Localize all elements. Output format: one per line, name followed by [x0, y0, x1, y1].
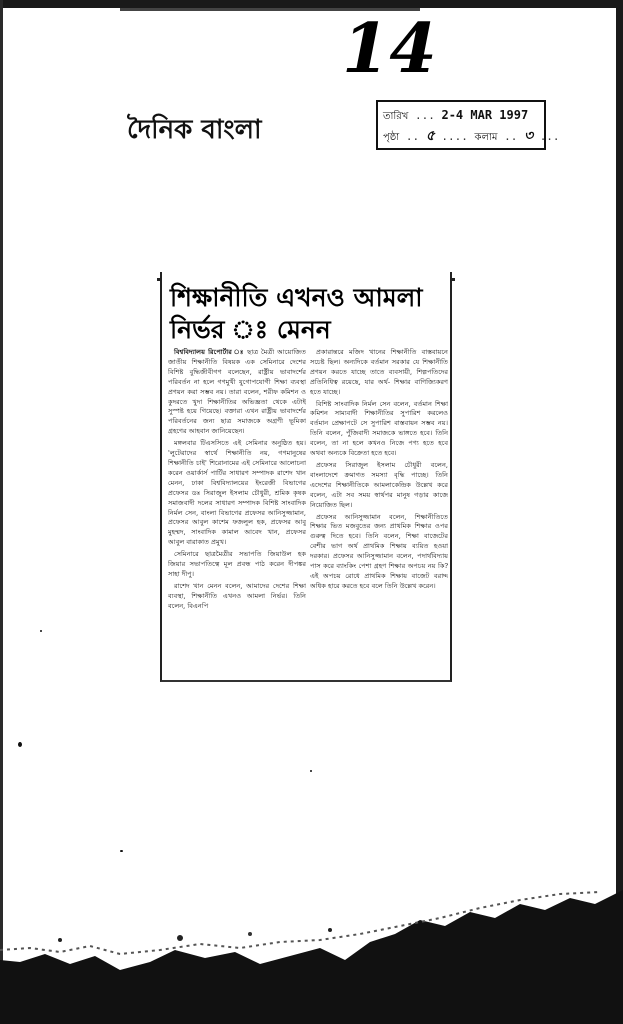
article-paragraph: প্রকারান্তরে মজিদ খানের শিক্ষানীতি বাস্তবায়নে সচেষ্ট ছিল। অন্যদিকে বর্তমান সরকার যে শিক্ষানীতি প্রণয়ন করতে যাচ্ছে তাতে ব্যবসায়ী, শিল্পপতিদের প্রতিনিধিত্ব রয়েছে, যার অর্থ- শিক্ষার বাণিজ্যিকরণ হতে যাচ্ছে। — [310, 348, 448, 396]
scan-torn-bottom-edge — [0, 890, 623, 1024]
article-column-right — [310, 348, 448, 674]
scan-speck — [120, 850, 123, 852]
archive-stamp — [376, 100, 560, 150]
article-paragraph: বিশিষ্ট সাংবাদিক নির্মল সেন বলেন, বর্তমান শিক্ষা কমিশন সাম্যবাদী শিক্ষানীতির সুপারিশ করলেও বর্তমান প্রেক্ষাপটে সে সুপারিশ বাস্তবায়ন সম্ভব নয়। তিনি বলেন, পুঁজিবাদী সমাজকে ভাঙ্গতে হবে। তিনি বলেন, তা না হলে কখনও নিজে পণ্য হতে হবে অথবা অন্যকে বিক্রেতা হতে হবে। — [310, 399, 448, 458]
article-paragraph: সেমিনারে ছাত্রমৈত্রীর সভাপতি জিয়াউল হক জিয়ার সভাপতিত্বে মূল প্রবন্ধ পাঠ করেন দীপঙ্কর সাহা দীপু। — [168, 550, 306, 578]
stamp-dots: .... — [441, 130, 468, 143]
stamp-dots: .. — [504, 130, 518, 143]
stamp-page-value: ৫ — [425, 128, 435, 144]
stamp-dots: ... — [414, 109, 435, 122]
scan-speck — [18, 742, 22, 747]
article-paragraph: প্রফেসর সিরাজুল ইসলাম চৌধুরী বলেন, বাংলাদেশে ক্রমাগত সমস্যা বৃদ্ধি পাচ্ছে। তিনি এদেশের শিক্ষানীতিকে আমলাকেন্দ্রিক উল্লেখ করে বলেন, এটা সব সময় স্বার্থপর মানুষ গড়ার কাজে নিয়োজিত ছিল। — [310, 460, 448, 509]
stamp-page-row — [383, 127, 560, 145]
article-paragraph: প্রফেসর আনিসুজ্জামান বলেন, শিক্ষানীতিতে শিক্ষার ভিত মজবুতের জন্য প্রাথমিক শিক্ষার ওপর গুরুত্ব দিতে হবে। তিনি বলেন, শিক্ষা বাজেটের বেশীর ভাগ অর্থ প্রাথমিক শিক্ষায় ব্যয়িত হওয়া দরকার। প্রফেসর আনিসুজ্জামান বলেন, পদার্থবিদ্যায় পাস করে ব্যাংকিং পেশা গ্রহণ শিক্ষার অপচয় নয় কি? এই অপচয় রোধে প্রাথমিক শিক্ষায় বাজেট বরাদ্দ অধিক হারে করতে হবে বলে তিনি উল্লেখ করেন। — [310, 512, 448, 590]
scan-speck — [40, 630, 42, 632]
scan-border-left — [0, 0, 3, 1024]
scan-border-top — [0, 0, 623, 8]
newspaper-name: দৈনিক বাংলা — [127, 115, 262, 145]
stamp-date-value: 2-4 MAR 1997 — [441, 108, 529, 122]
article-paragraph: রাশেদ খান মেনন বলেন, আমাদের দেশের শিক্ষা ব্যবস্থা, শিক্ষানীতি এখনও আমলা নির্ভর। তিনি বলেন, বিএনপি — [168, 581, 306, 610]
stamp-column-value: ৩ — [523, 128, 534, 144]
scan-border-right — [616, 0, 623, 1024]
stamp-dots: ... — [539, 130, 560, 143]
handwritten-page-number: 14 — [342, 9, 437, 89]
article-paragraph — [168, 348, 306, 437]
headline-line-2: নির্ভর ঃ মেনন — [170, 315, 331, 344]
news-clipping — [160, 272, 452, 682]
stamp-column-label: কলাম — [474, 132, 498, 143]
stamp-date-row — [383, 106, 528, 124]
article-column-left — [168, 348, 306, 674]
stamp-page-label: পৃষ্ঠা — [383, 132, 400, 143]
headline-line-1: শিক্ষানীতি এখনও আমলা — [170, 283, 423, 312]
stamp-dots: .. — [405, 130, 420, 143]
scan-speck — [310, 770, 312, 772]
article-paragraph: মঙ্গলবার টিএসসিতে এই সেমিনার অনুষ্ঠিত হয়। 'লুটেরাদের স্বার্থে শিক্ষানীতি নয়, গণমানুষের শিক্ষানীতি চাই' শিরোনামের এই সেমিনারে আলোচনা করেন ওয়ার্কার্স পার্টির সাধারণ সম্পাদক রাশেদ খান মেনন, ঢাকা বিশ্ববিদ্যালয়ের ইংরেজী বিভাগের প্রফেসর ডঃ সিরাজুল ইসলাম চৌধুরী, শ্রমিক কৃষক সমাজবাদী দলের সাধারণ সম্পাদক বিশিষ্ট সাংবাদিক নির্মল সেন, বাংলা বিভাগের প্রফেসর আনিসুজ্জামান, প্রফেসর আবুল কাশেম ফজলুল হক, প্রফেসর আবু মুহম্মদ, সাংবাদিক কামাল আবেদ খান, প্রফেসর আবুল বারাকাত প্রমুখ। — [168, 439, 306, 547]
article-headline — [170, 282, 446, 346]
stamp-date-label: তারিখ — [383, 111, 409, 122]
article-byline: বিশ্ববিদ্যালয় রিপোর্টার ঃ — [174, 348, 245, 356]
paragraph-text: ছাত্র মৈত্রী আয়োজিত জাতীয় শিক্ষানীতি বিষয়ক এক সেমিনারে দেশের বিশিষ্ট বুদ্ধিজীবীগণ বলেছেন, রাষ্ট্রীয় ভাবাদর্শের পরিবর্তন না হলে গণমুখী যুগোপযোগী শিক্ষা ব্যবস্থা প্রণয়ন করা সম্ভব নয়। তারা বলেন, শরীফ কমিশন ও কুদরতে খুদা শিক্ষানীতির অভিজ্ঞতা থেকে এটাই সুস্পষ্ট হয়ে গিয়েছে। বক্তারা এখন রাষ্ট্রীয় ভাবাদর্শের পরিবর্তনের জন্য ছাত্র সমাজকে অগ্রণী ভূমিকা গ্রহণের আহবান জানিয়েছেন। — [168, 348, 306, 436]
